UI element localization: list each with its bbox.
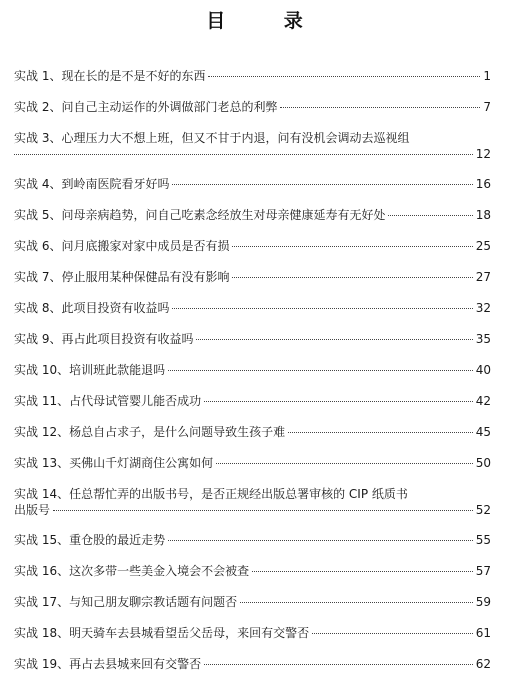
toc-entry-label: 实战 16、这次多带一些美金入境会不会被查 xyxy=(14,564,250,578)
toc-entry-label: 实战 18、明天骑车去县城看望岳父岳母，来回有交警否 xyxy=(14,626,310,640)
toc-entry-1[interactable] xyxy=(14,68,491,84)
toc-page-number: 27 xyxy=(475,270,491,284)
toc-entry-15[interactable] xyxy=(14,532,491,548)
toc-entry-18[interactable] xyxy=(14,625,491,641)
toc-page-number: 57 xyxy=(475,564,491,578)
toc-entry-2[interactable] xyxy=(14,99,491,115)
toc-page-number: 1 xyxy=(483,69,491,83)
toc-leader-dots xyxy=(196,339,472,340)
toc-entry-label: 实战 3、心理压力大不想上班，但又不甘于内退，问有没机会调动去巡视组 xyxy=(14,131,410,145)
toc-leader-dots xyxy=(252,571,473,572)
toc-page-number: 35 xyxy=(475,332,491,346)
toc-title: 目 录 xyxy=(206,10,329,32)
toc-entry-label: 实战 6、问月底搬家对家中成员是否有损 xyxy=(14,239,230,253)
toc-entry-5[interactable] xyxy=(14,207,491,223)
toc-entry-label: 实战 5、问母亲病趋势，问自己吃素念经放生对母亲健康延寿有无好处 xyxy=(14,208,386,222)
toc-entry-14[interactable] xyxy=(14,486,491,518)
toc-entry-12[interactable] xyxy=(14,424,491,440)
toc-page-number: 18 xyxy=(475,208,491,222)
toc-leader-dots xyxy=(14,154,473,155)
toc-page-number: 7 xyxy=(483,100,491,114)
toc-page-number: 55 xyxy=(475,533,491,547)
toc-page-number: 52 xyxy=(475,503,491,517)
toc-entry-10[interactable] xyxy=(14,362,491,378)
toc-entry-label: 实战 13、买佛山千灯湖商住公寓如何 xyxy=(14,456,214,470)
toc-page-number: 16 xyxy=(475,177,491,191)
toc-page-number: 62 xyxy=(475,657,491,671)
toc-entry-3[interactable] xyxy=(14,130,491,162)
toc-page-number: 59 xyxy=(475,595,491,609)
toc-leader-dots xyxy=(204,401,473,402)
toc-leader-dots xyxy=(280,107,480,108)
toc-leader-dots xyxy=(53,510,473,511)
toc-entry-label: 实战 4、到岭南医院看牙好吗 xyxy=(14,177,170,191)
toc-page-number: 32 xyxy=(475,301,491,315)
toc-entry-label: 实战 1、现在长的是不是不好的东西 xyxy=(14,69,206,83)
toc-page-number: 42 xyxy=(475,394,491,408)
toc-entry-label: 实战 11、占代母试管婴儿能否成功 xyxy=(14,394,202,408)
toc-leader-dots xyxy=(172,308,472,309)
toc-page-number: 25 xyxy=(475,239,491,253)
toc-page-number: 45 xyxy=(475,425,491,439)
toc-entry-label: 实战 12、杨总自占求子，是什么问题导致生孩子难 xyxy=(14,425,286,439)
toc-leader-dots xyxy=(240,602,473,603)
toc-entry-label: 实战 9、再占此项目投资有收益吗 xyxy=(14,332,194,346)
toc-entry-11[interactable] xyxy=(14,393,491,409)
toc-leader-dots xyxy=(388,215,472,216)
toc-leader-dots xyxy=(232,246,472,247)
toc-entry-label: 实战 10、培训班此款能退吗 xyxy=(14,363,166,377)
toc-page-number: 50 xyxy=(475,456,491,470)
toc-leader-dots xyxy=(216,463,473,464)
toc-leader-dots xyxy=(208,76,480,77)
toc-entry-6[interactable] xyxy=(14,238,491,254)
toc-entry-label: 实战 8、此项目投资有收益吗 xyxy=(14,301,170,315)
toc-entry-label: 实战 17、与知己朋友聊宗教话题有问题否 xyxy=(14,595,238,609)
toc-leader-dots xyxy=(172,184,472,185)
toc-entry-9[interactable] xyxy=(14,331,491,347)
toc-entry-16[interactable] xyxy=(14,563,491,579)
toc-entry-label: 实战 19、再占去县城来回有交警否 xyxy=(14,657,202,671)
toc-page-number: 40 xyxy=(475,363,491,377)
toc-entry-4[interactable] xyxy=(14,176,491,192)
toc-entry-label: 实战 15、重仓股的最近走势 xyxy=(14,533,166,547)
toc-leader-dots xyxy=(168,370,473,371)
toc-leader-dots xyxy=(288,432,473,433)
toc-entry-label: 实战 7、停止服用某种保健品有没有影响 xyxy=(14,270,230,284)
toc-leader-dots xyxy=(232,277,472,278)
toc-leader-dots xyxy=(168,540,473,541)
toc-entry-17[interactable] xyxy=(14,594,491,610)
toc-entry-label-cont: 出版号 xyxy=(14,503,51,517)
toc-entry-19[interactable] xyxy=(14,656,491,672)
toc-entry-8[interactable] xyxy=(14,300,491,316)
toc-page-number: 12 xyxy=(475,147,491,161)
toc-leader-dots xyxy=(204,664,473,665)
toc-list xyxy=(14,68,491,672)
toc-entry-label: 实战 14、任总帮忙弄的出版书号，是否正规经出版总署审核的 CIP 纸质书 xyxy=(14,487,408,501)
toc-entry-label: 实战 2、问自己主动运作的外调做部门老总的利弊 xyxy=(14,100,278,114)
toc-leader-dots xyxy=(312,633,473,634)
toc-entry-13[interactable] xyxy=(14,455,491,471)
toc-entry-7[interactable] xyxy=(14,269,491,285)
toc-page-number: 61 xyxy=(475,626,491,640)
